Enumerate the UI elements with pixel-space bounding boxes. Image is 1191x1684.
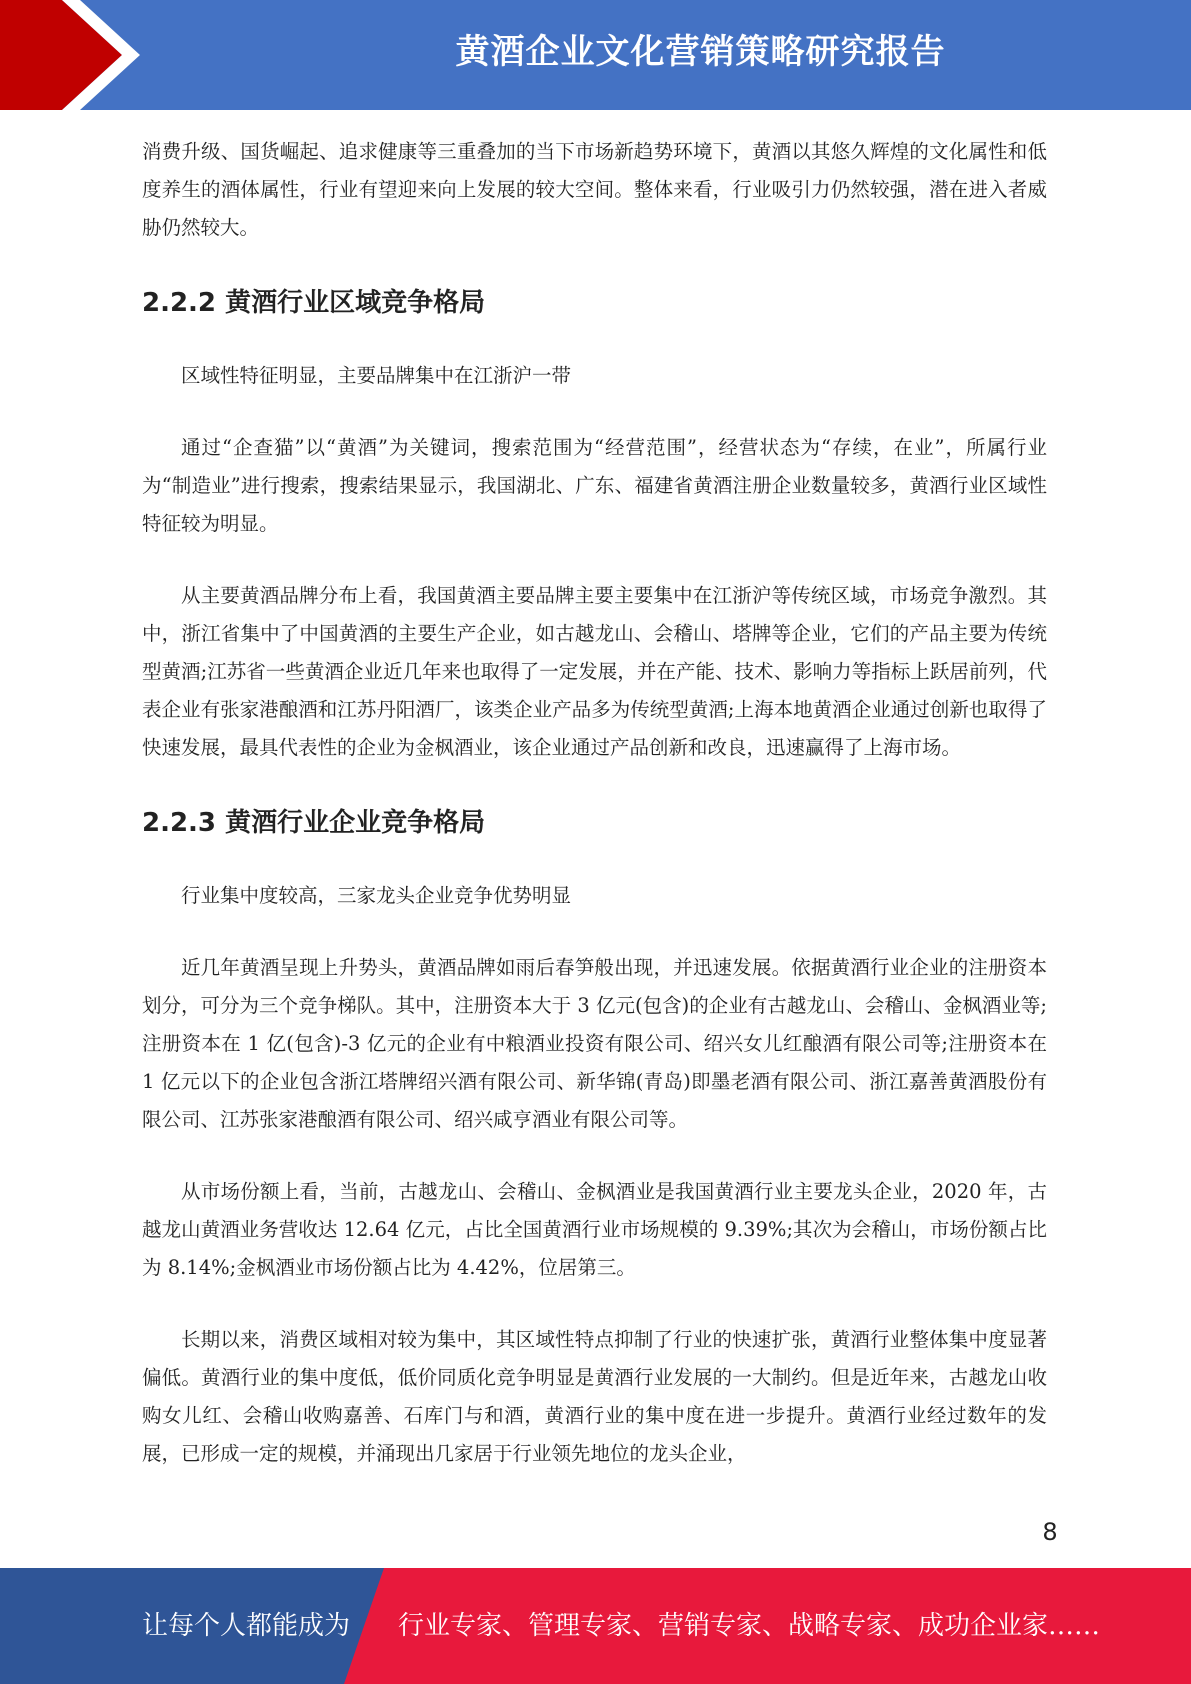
section-summary: 区域性特征明显，主要品牌集中在江浙沪一带 [181, 364, 572, 387]
paragraph: 长期以来，消费区域相对较为集中，其区域性特点抑制了行业的快速扩张，黄酒行业整体集中度显著偏低。黄酒行业的集中度低，低价同质化竞争明显是黄酒行业发展的一大制约。但是近年来，古越龙山收购女儿红、会稽山收购嘉善、石库门与和酒，黄酒行业的集中度在进一步提升。黄酒行业经过数年的发展，已形成一定的规模，并涌现出几家居于行业领先地位的龙头企业， [142, 1328, 1047, 1465]
section-heading-2-2-2: 2.2.2 黄酒行业区域竞争格局 [142, 288, 486, 318]
intro-paragraph: 消费升级、国货崛起、追求健康等三重叠加的当下市场新趋势环境下，黄酒以其悠久辉煌的文化属性和低度养生的酒体属性，行业有望迎来向上发展的较大空间。整体来看，行业吸引力仍然较强，潜在进入者威胁仍然较大。 [142, 140, 1047, 239]
page-footer [0, 1568, 1191, 1684]
header-arrow-decoration [0, 0, 160, 110]
paragraph: 近几年黄酒呈现上升势头，黄酒品牌如雨后春笋般出现，并迅速发展。依据黄酒行业企业的注册资本划分，可分为三个竞争梯队。其中，注册资本大于 3 亿元(包含)的企业有古越龙山、会稽山、金枫酒业等;注册资本在 1 亿(包含)-3 亿元的企业有中粮酒业投资有限公司、绍兴女儿红酿酒有限公司等;注册资本在 1 亿元以下的企业包含浙江塔牌绍兴酒有限公司、新华锦(青岛)即墨老酒有限公司、浙江嘉善黄酒股份有限公司、江苏张家港酿酒有限公司、绍兴咸亨酒业有限公司等。 [142, 956, 1047, 1131]
paragraph: 从市场份额上看，当前，古越龙山、会稽山、金枫酒业是我国黄酒行业主要龙头企业，2020 年，古越龙山黄酒业务营收达 12.64 亿元，占比全国黄酒行业市场规模的 9.39%;其次为会稽山，市场份额占比为 8.14%;金枫酒业市场份额占比为 4.42%，位居第三。 [142, 1180, 1047, 1279]
section-heading-2-2-3: 2.2.3 黄酒行业企业竞争格局 [142, 808, 486, 838]
page-header [0, 0, 1191, 110]
document-body [142, 133, 1047, 1473]
paragraph: 从主要黄酒品牌分布上看，我国黄酒主要品牌主要主要集中在江浙沪等传统区域，市场竞争激烈。其中，浙江省集中了中国黄酒的主要生产企业，如古越龙山、会稽山、塔牌等企业，它们的产品主要为传统型黄酒;江苏省一些黄酒企业近几年来也取得了一定发展，并在产能、技术、影响力等指标上跃居前列，代表企业有张家港酿酒和江苏丹阳酒厂，该类企业产品多为传统型黄酒;上海本地黄酒企业通过创新也取得了快速发展，最具代表性的企业为金枫酒业，该企业通过产品创新和改良，迅速赢得了上海市场。 [142, 584, 1047, 759]
footer-slogan-left: 让每个人都能成为 [142, 1611, 351, 1641]
section-summary: 行业集中度较高，三家龙头企业竞争优势明显 [181, 884, 572, 907]
paragraph: 通过“企查猫”以“黄酒”为关键词，搜索范围为“经营范围”，经营状态为“存续，在业”，所属行业为“制造业”进行搜索，搜索结果显示，我国湖北、广东、福建省黄酒注册企业数量较多，黄酒行业区域性特征较为明显。 [142, 436, 1047, 535]
footer-slogan-right: 行业专家、管理专家、营销专家、战略专家、成功企业家…… [398, 1611, 1101, 1641]
page-number: 8 [1042, 1518, 1058, 1546]
report-title: 黄酒企业文化营销策略研究报告 [455, 32, 946, 72]
